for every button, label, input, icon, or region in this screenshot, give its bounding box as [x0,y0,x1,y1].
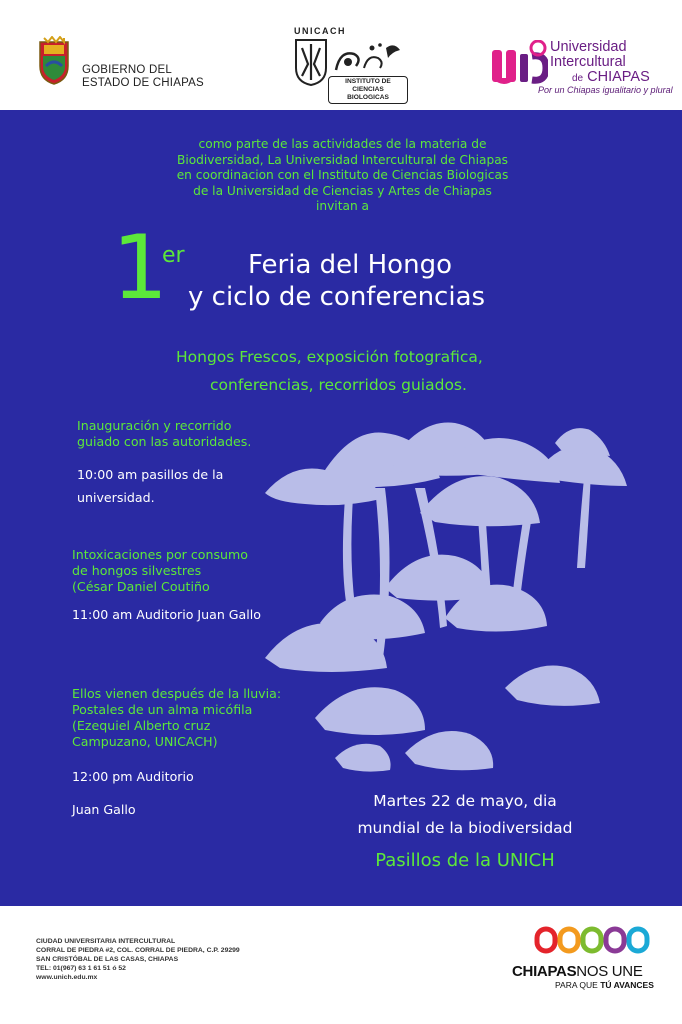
event-inauguracion-detail [77,463,223,509]
intro-line-1: como parte de las actividades de la materia de [198,137,487,151]
event-2-title-line-3: (César Daniel Coutiño [72,579,210,594]
event-3-detail-line-2: Juan Gallo [72,802,136,817]
unich-line-1: Universidad [550,39,627,55]
unich-line-3 [550,70,650,86]
event-3-detail-line-1: 12:00 pm Auditorio [72,769,194,784]
intro-text [110,137,575,215]
para-que-tu-avances [555,980,654,990]
intro-line-4: de la Universidad de Ciencias y Artes de Chiapas [193,183,492,198]
event-title-line-2: y ciclo de conferencias [188,282,486,312]
event-place: Pasillos de la UNICH [375,850,555,871]
unich-name [550,40,650,86]
address-line-1: CIUDAD UNIVERSITARIA INTERCULTURAL [36,938,176,945]
unich-chiapas: CHIAPAS [587,69,650,85]
gobierno-line-1: GOBIERNO DEL [82,64,172,76]
event-3-title-line-1: Ellos vienen después de la lluvia: [72,686,282,701]
event-2-detail: 11:00 am Auditorio Juan Gallo [72,607,261,622]
unicach-logo [290,26,405,106]
sub-prefix: PARA QUE [555,980,601,990]
highlight-line-1: Hongos Frescos, exposición fotografica, [176,348,483,366]
unich-line-2: Intercultural [550,54,626,70]
edition-suffix: er [162,243,185,268]
address-line-2: CORRAL DE PIEDRA #2, COL. CORRAL DE PIEDRA, C.P. 29299 [36,947,240,954]
event-2-title-line-2: de hongos silvestres [72,563,202,578]
chiapas-nos-une [512,963,643,980]
footer-website-link[interactable]: www.unich.edu.mx [36,974,98,981]
event-3-title-line-3: (Ezequiel Alberto cruz [72,718,211,733]
intro-line-5: invitan a [315,199,370,213]
mushroom-illustration-icon [225,418,635,788]
chiapas-bold: CHIAPAS [512,963,577,980]
address-line-3: SAN CRISTÓBAL DE LAS CASAS, CHIAPAS [36,956,179,963]
unicach-shield-icon [294,38,328,86]
institute-line-2: BIOLOGICAS [347,94,389,101]
sub-bold: TÚ AVANCES [600,980,654,990]
event-date [300,788,630,842]
unich-de: de [572,73,584,84]
event-2-title-line-1: Intoxicaciones por consumo [72,547,248,562]
institute-line-1: INSTITUTO DE CIENCIAS [345,78,391,93]
edition-number: 1 [112,216,168,319]
unich-logo-icon [492,40,548,86]
highlight-line-2: conferencias, recorridos guiados. [210,376,467,394]
intro-line-3: en coordinacion con el Instituto de Ciencias Biologicas [176,168,509,182]
gobierno-line-2: ESTADO DE CHIAPAS [82,77,204,89]
date-line-2: mundial de la biodiversidad [357,819,573,837]
unicach-ring-text: UNICACH [294,26,346,36]
nos-une: NOS UNE [576,963,643,980]
event-1-detail-line-2: universidad. [77,490,155,505]
event-1-title-line-1: Inauguración y recorrido [77,418,232,433]
unicach-institute-label [328,76,408,104]
event-inauguracion [77,418,251,450]
event-1-detail-line-1: 10:00 am pasillos de la [77,467,224,482]
event-title-line-1: Feria del Hongo [248,250,452,280]
footer-address [36,937,240,982]
intro-line-2: Biodiversidad, La Universidad Intercultural de Chiapas [176,152,509,167]
address-line-4: TEL: 01(967) 63 1 61 51 ó 52 [36,965,126,972]
biology-creatures-icon [332,40,404,74]
event-intoxicaciones [72,547,248,595]
unich-slogan: Por un Chiapas igualitario y plural [538,85,673,95]
event-3-title-line-2: Postales de un alma micófila [72,702,253,717]
event-3-title-line-4: Campuzano, UNICACH) [72,734,218,749]
gobierno-logo-text [82,64,204,90]
date-line-1: Martes 22 de mayo, dia [373,792,557,810]
event-ellos-vienen [72,686,281,750]
event-1-title-line-2: guiado con las autoridades. [77,434,252,449]
chiapas-coat-of-arms-icon [34,36,74,86]
chiapas-rings-logo-icon [534,925,650,957]
